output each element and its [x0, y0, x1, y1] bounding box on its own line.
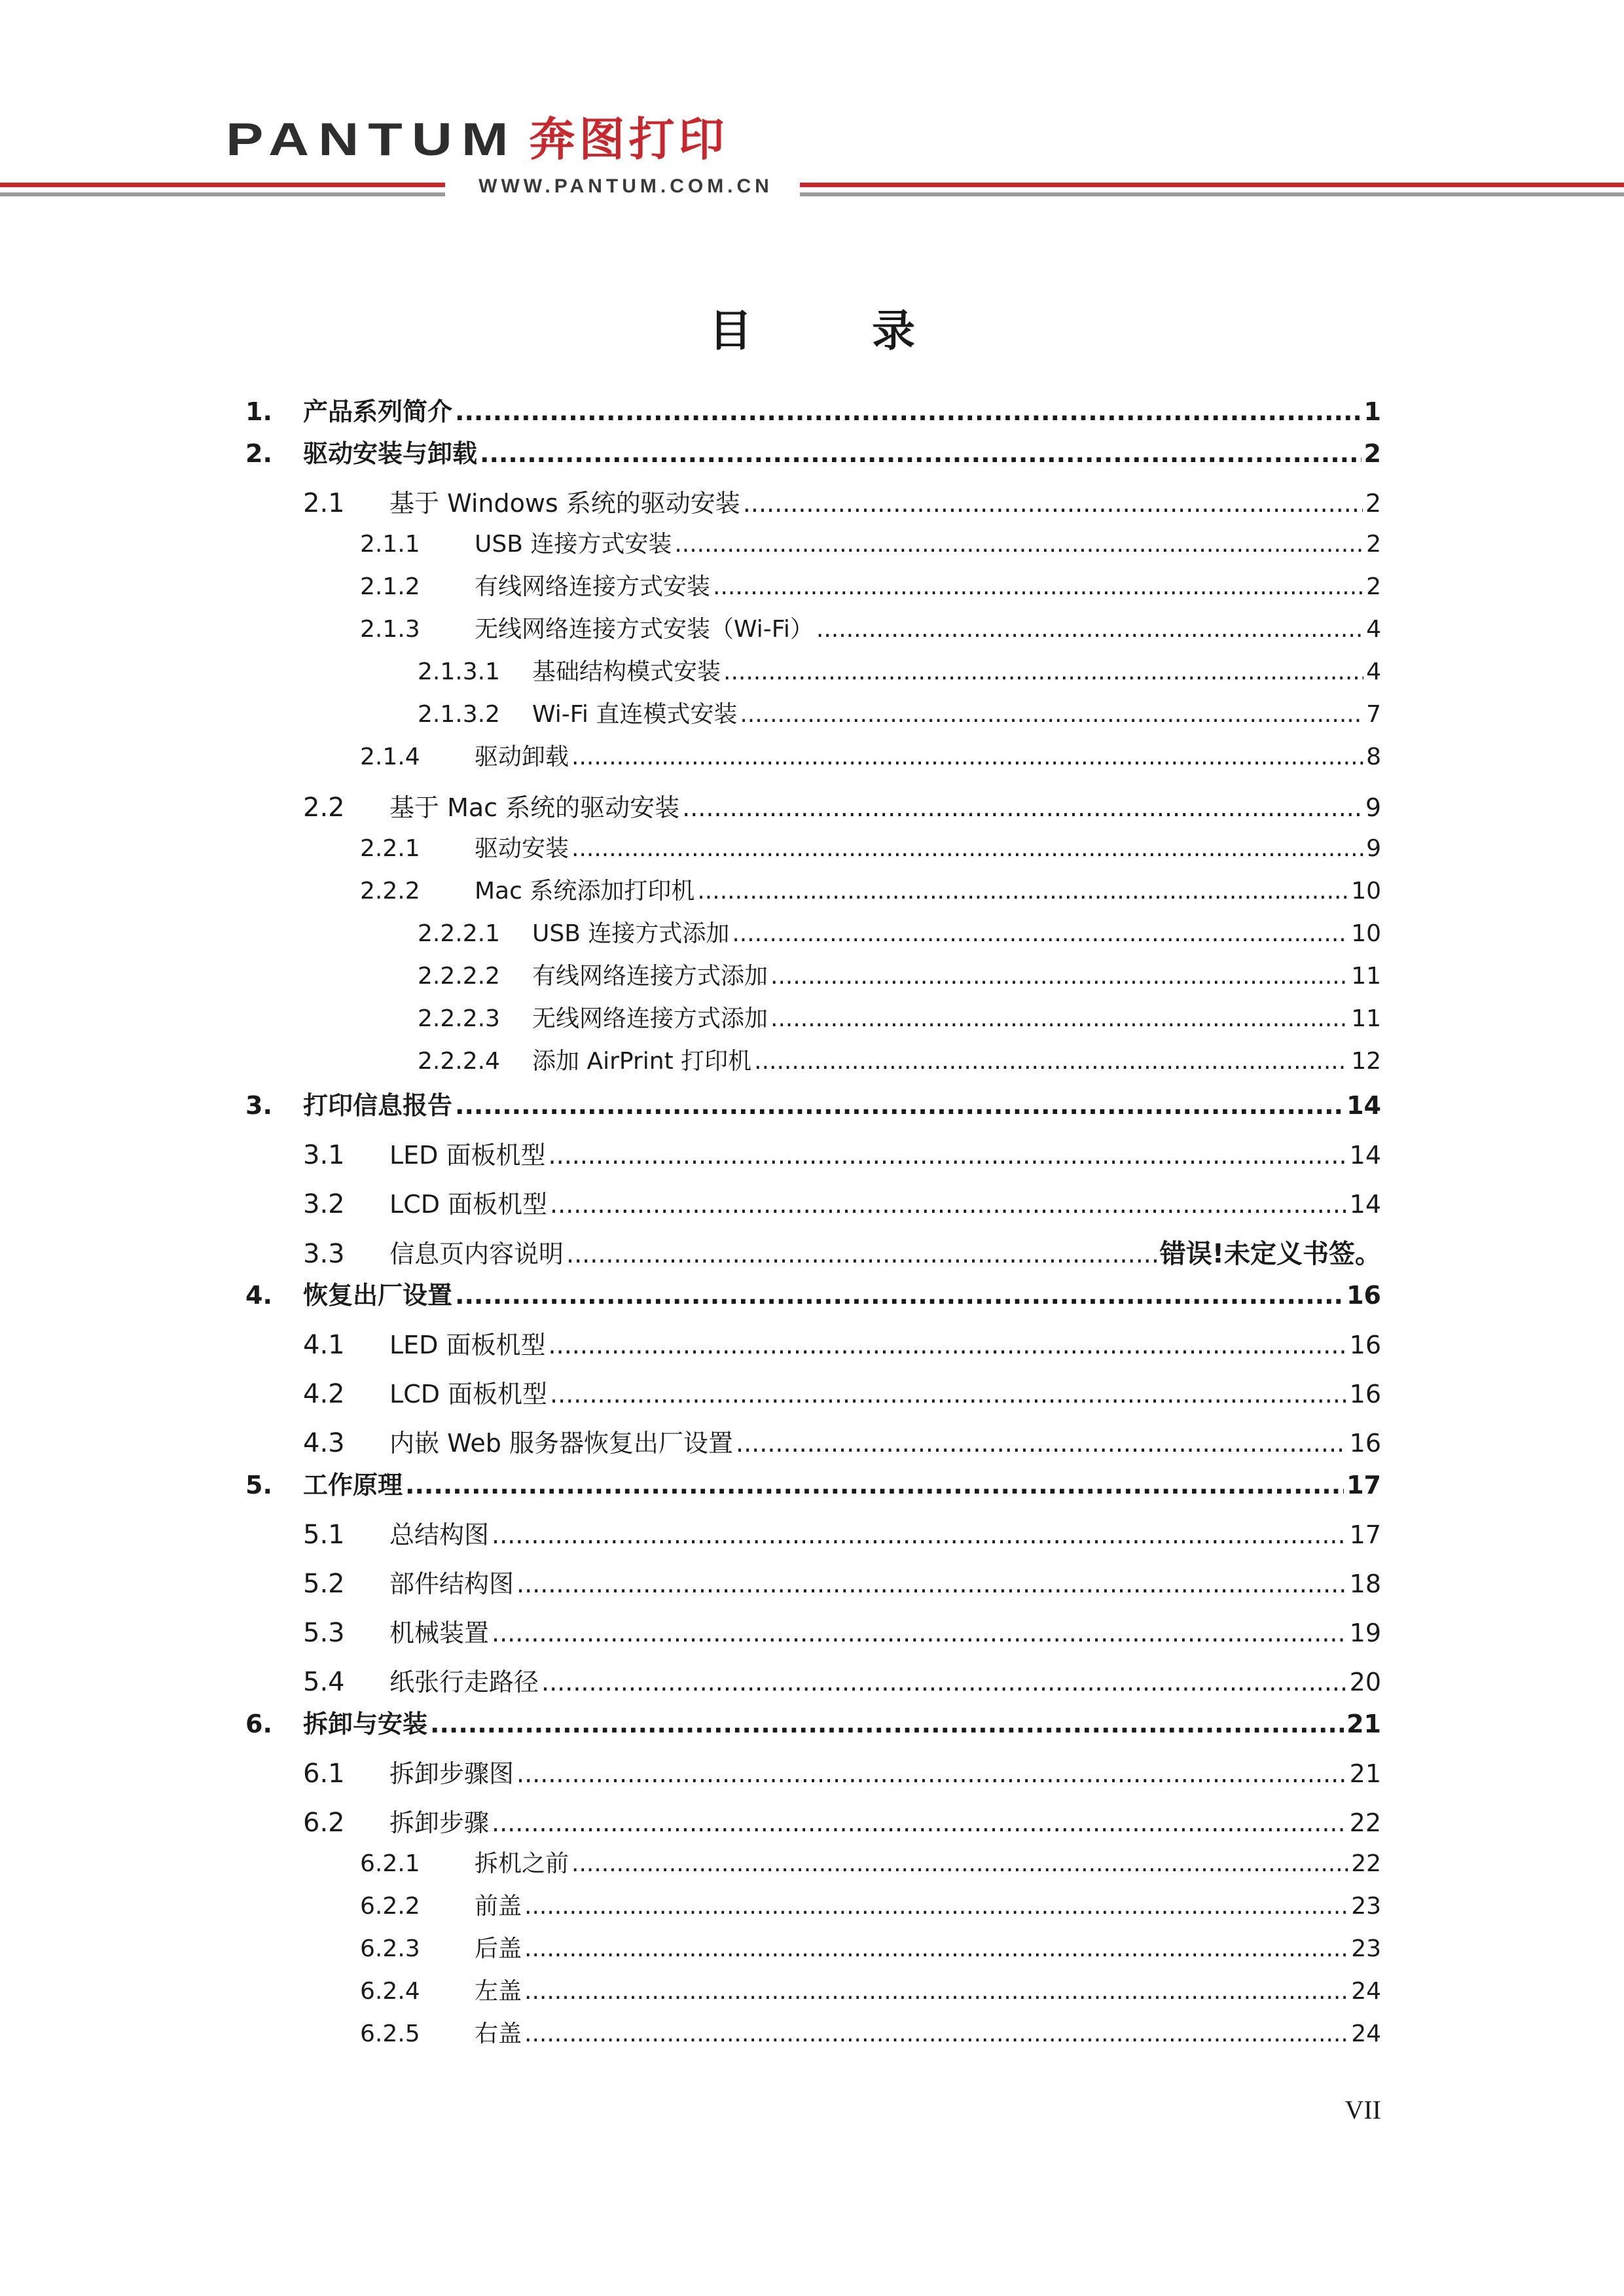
toc-entry-label: 基础结构模式安装: [532, 658, 721, 685]
header-rule-gray-left: [0, 192, 445, 196]
toc-leader-dots: [770, 1005, 1348, 1032]
toc-entry[interactable]: [303, 1564, 1381, 1603]
toc-entry-page: 22: [1349, 1808, 1381, 1837]
toc-entry-page: 8: [1366, 744, 1381, 770]
toc-entry-page: 14: [1349, 1190, 1381, 1219]
toc-entry-label: LED 面板机型: [389, 1331, 546, 1359]
header-rule-gray-right: [800, 192, 1624, 196]
toc-entry-page: 21: [1346, 1710, 1381, 1738]
toc-entry-page: 16: [1349, 1429, 1381, 1458]
toc-entry-label: 左盖: [475, 1978, 522, 2005]
toc-entry-page: 23: [1351, 1893, 1381, 1920]
toc-entry-page: 11: [1351, 1005, 1381, 1032]
toc-entry-page: 23: [1351, 1935, 1381, 1962]
toc-leader-dots: [492, 1619, 1347, 1647]
toc-entry[interactable]: [360, 568, 1381, 607]
toc-entry[interactable]: [303, 1135, 1381, 1174]
toc-entry-label: 工作原理: [303, 1471, 403, 1499]
toc-entry-label: LED 面板机型: [389, 1141, 546, 1170]
toc-entry-page: 18: [1349, 1570, 1381, 1598]
toc-entry-label: LCD 面板机型: [389, 1380, 548, 1408]
toc-entry-number: 2.1.2: [360, 573, 420, 600]
toc-entry-number: 1.: [245, 397, 272, 426]
toc-entry-label: 基于 Windows 系统的驱动安装: [389, 489, 740, 518]
toc-entry-label: 拆卸步骤: [389, 1808, 490, 1837]
toc-leader-dots: [541, 1668, 1347, 1696]
toc-leader-dots: [492, 1520, 1347, 1549]
toc-entry-number: 2.1.3.1: [418, 658, 500, 685]
toc-entry[interactable]: [360, 830, 1381, 869]
toc-entry-number: 2.2.2.4: [418, 1048, 500, 1075]
toc-entry[interactable]: [303, 1803, 1381, 1842]
toc-leader-dots: [549, 1141, 1347, 1170]
toc-entry-number: 2.2.2.3: [418, 1005, 500, 1032]
toc-entry[interactable]: [303, 1184, 1381, 1223]
toc-entry-number: 5.2: [303, 1569, 345, 1599]
toc-entry-number: 6.2: [303, 1808, 345, 1838]
toc-entry-label: 无线网络连接方式安装（Wi-Fi）: [475, 616, 814, 643]
toc-entry-number: 6.2.4: [360, 1978, 420, 2005]
toc-entry-number: 6.1: [303, 1759, 345, 1789]
toc-entry-number: 4.2: [303, 1379, 345, 1409]
toc-entry-page: 17: [1349, 1520, 1381, 1549]
toc-entry[interactable]: [303, 1613, 1381, 1652]
toc-leader-dots: [405, 1471, 1344, 1499]
website-url: WWW.PANTUM.COM.CN: [478, 175, 773, 197]
pantum-logo: [226, 111, 728, 168]
toc-entry[interactable]: [360, 2015, 1381, 2054]
toc-entry-number: 3.3: [303, 1239, 345, 1269]
toc-entry-number: 2.1.3: [360, 616, 420, 643]
toc-entry[interactable]: [418, 653, 1381, 692]
toc-entry-label: 产品系列简介: [303, 397, 453, 426]
toc-entry-page: 2: [1363, 439, 1381, 468]
toc-entry[interactable]: [360, 611, 1381, 650]
toc-entry-number: 4.1: [303, 1330, 345, 1360]
toc-entry[interactable]: [245, 1465, 1381, 1504]
toc-entry-label: 有线网络连接方式添加: [532, 963, 768, 990]
toc-leader-dots: [492, 1808, 1347, 1837]
toc-entry-page: 10: [1351, 878, 1381, 905]
toc-entry-page: 22: [1351, 1850, 1381, 1877]
toc-leader-dots: [524, 1935, 1348, 1962]
toc-entry[interactable]: [360, 1888, 1381, 1927]
header-rule-red-right: [800, 183, 1624, 187]
toc-entry-number: 5.3: [303, 1618, 345, 1648]
toc-leader-dots: [524, 2020, 1348, 2047]
toc-leader-dots: [516, 1759, 1347, 1788]
toc-entry-label: 打印信息报告: [303, 1091, 453, 1120]
toc-entry-label: Mac 系统添加打印机: [475, 878, 695, 905]
toc-entry-label: 右盖: [475, 2020, 522, 2047]
toc-leader-dots: [682, 793, 1363, 822]
toc-leader-dots: [571, 1850, 1348, 1877]
toc-entry[interactable]: [303, 1325, 1381, 1364]
toc-entry-page: 17: [1346, 1471, 1381, 1499]
toc-leader-dots: [723, 658, 1363, 685]
toc-leader-dots: [430, 1710, 1344, 1738]
toc-entry-label: 机械装置: [389, 1619, 490, 1647]
toc-entry-number: 6.2.1: [360, 1850, 420, 1877]
toc-entry[interactable]: [303, 1233, 1381, 1272]
toc-entry-page: 12: [1351, 1048, 1381, 1075]
toc-entry[interactable]: [418, 958, 1381, 997]
toc-entry[interactable]: [245, 1275, 1381, 1314]
toc-entry-label: 后盖: [475, 1935, 522, 1962]
toc-leader-dots: [455, 1091, 1344, 1120]
toc-entry[interactable]: [418, 1043, 1381, 1082]
toc-entry[interactable]: [418, 915, 1381, 954]
toc-entry-number: 6.: [245, 1710, 272, 1738]
toc-entry-number: 2.2.2: [360, 878, 420, 905]
toc-entry-page: 20: [1349, 1668, 1381, 1696]
toc-entry-number: 5.1: [303, 1520, 345, 1550]
toc-entry[interactable]: [245, 391, 1381, 431]
toc-entry[interactable]: [303, 1662, 1381, 1701]
toc-entry-page: 2: [1365, 489, 1381, 518]
toc-entry-number: 4.3: [303, 1428, 345, 1458]
toc-entry[interactable]: [303, 1515, 1381, 1554]
toc-entry-label: Wi-Fi 直连模式安装: [532, 701, 738, 728]
toc-entry-label: 有线网络连接方式安装: [475, 573, 711, 600]
toc-entry[interactable]: [360, 738, 1381, 778]
toc-entry-label: 无线网络连接方式添加: [532, 1005, 768, 1032]
logo-text: PANTUM: [226, 113, 518, 166]
toc-entry-number: 2.2: [303, 793, 345, 823]
toc-entry-label: 恢复出厂设置: [303, 1281, 453, 1310]
toc-leader-dots: [455, 397, 1362, 426]
toc-entry-page-error: 错误!未定义书签。: [1159, 1239, 1381, 1269]
toc-leader-dots: [674, 531, 1363, 558]
toc-entry-number: 2.: [245, 439, 272, 468]
header-rule-red-left: [0, 183, 445, 187]
toc-leader-dots: [732, 920, 1348, 947]
toc-entry-number: 4.: [245, 1281, 272, 1310]
toc-entry-number: 3.: [245, 1091, 272, 1120]
toc-entry-number: 2.1.3.2: [418, 701, 500, 728]
toc-entry-label: 信息页内容说明: [389, 1240, 564, 1268]
toc-entry[interactable]: [360, 1845, 1381, 1884]
toc-entry-number: 5.: [245, 1471, 272, 1499]
toc-entry-number: 2.2.1: [360, 835, 420, 862]
toc-leader-dots: [743, 489, 1363, 518]
toc-leader-dots: [754, 1048, 1348, 1075]
toc-entry[interactable]: [303, 1374, 1381, 1413]
toc-entry-page: 21: [1349, 1759, 1381, 1788]
toc-entry-number: 2.2.2.1: [418, 920, 500, 947]
toc-entry-label: 总结构图: [389, 1520, 490, 1549]
toc-entry-page: 2: [1366, 573, 1381, 600]
toc-leader-dots: [549, 1331, 1347, 1359]
toc-entry-number: 2.1: [303, 488, 345, 518]
toc-entry-page: 19: [1349, 1619, 1381, 1647]
toc-entry-label: 驱动安装: [475, 835, 569, 862]
toc-leader-dots: [524, 1978, 1348, 2005]
toc-entry-page: 1: [1363, 397, 1381, 426]
toc-entry[interactable]: [303, 1423, 1381, 1462]
toc-entry[interactable]: [303, 787, 1381, 827]
toc-leader-dots: [480, 439, 1362, 468]
toc-entry[interactable]: [360, 1930, 1381, 1969]
toc-leader-dots: [524, 1893, 1348, 1920]
toc-entry-page: 14: [1346, 1091, 1381, 1120]
toc-entry-number: 6.2.2: [360, 1893, 420, 1920]
toc-entry-page: 10: [1351, 920, 1381, 947]
toc-entry-number: 6.2.3: [360, 1935, 420, 1962]
toc-leader-dots: [571, 744, 1363, 770]
toc-leader-dots: [550, 1190, 1347, 1219]
toc-leader-dots: [566, 1240, 1157, 1268]
toc-entry[interactable]: [360, 526, 1381, 565]
toc-entry-number: 3.1: [303, 1140, 345, 1170]
toc-entry-label: 驱动安装与卸载: [303, 439, 478, 468]
toc-entry-page: 16: [1346, 1281, 1381, 1310]
toc-entry[interactable]: [303, 1753, 1381, 1793]
toc-entry-page: 16: [1349, 1331, 1381, 1359]
toc-entry[interactable]: [245, 1085, 1381, 1124]
toc-entry-label: 拆卸步骤图: [389, 1759, 514, 1788]
toc-entry-number: 2.1.4: [360, 744, 420, 770]
toc-entry[interactable]: [360, 1973, 1381, 2012]
toc-entry-page: 14: [1349, 1141, 1381, 1170]
toc-entry-page: 24: [1351, 2020, 1381, 2047]
toc-leader-dots: [736, 1429, 1347, 1458]
toc-entry-page: 7: [1366, 701, 1381, 728]
logo-chinese-text: 奔图打印: [529, 113, 729, 166]
toc-entry-number: 2.2.2.2: [418, 963, 500, 990]
toc-leader-dots: [740, 701, 1363, 728]
toc-title: 目 录: [709, 306, 967, 356]
toc-leader-dots: [697, 878, 1348, 905]
page-header: [0, 0, 1624, 209]
toc-entry-page: 4: [1366, 616, 1381, 643]
toc-entry-page: 9: [1365, 793, 1381, 822]
toc-entry-page: 9: [1366, 835, 1381, 862]
toc-leader-dots: [455, 1281, 1344, 1310]
toc-entry[interactable]: [303, 483, 1381, 522]
toc-leader-dots: [770, 963, 1348, 990]
toc-entry[interactable]: [245, 433, 1381, 473]
toc-entry-label: LCD 面板机型: [389, 1190, 548, 1219]
toc-entry[interactable]: [418, 1000, 1381, 1039]
toc-entry-label: 拆机之前: [475, 1850, 569, 1877]
toc-entry-label: 部件结构图: [389, 1570, 514, 1598]
toc-entry-page: 11: [1351, 963, 1381, 990]
toc-entry-label: USB 连接方式安装: [475, 531, 672, 558]
toc-entry-label: 添加 AirPrint 打印机: [532, 1048, 752, 1075]
toc-entry-label: 驱动卸载: [475, 744, 569, 770]
toc-entry-number: 6.2.5: [360, 2020, 420, 2047]
toc-leader-dots: [571, 835, 1363, 862]
toc-entry-page: 2: [1366, 531, 1381, 558]
toc-entry-page: 16: [1349, 1380, 1381, 1408]
toc-entry-number: 3.2: [303, 1189, 345, 1219]
toc-leader-dots: [516, 1570, 1347, 1598]
page-number: VII: [1344, 2095, 1381, 2125]
toc-entry[interactable]: [245, 1704, 1381, 1743]
toc-entry-page: 24: [1351, 1978, 1381, 2005]
toc-entry-label: 内嵌 Web 服务器恢复出厂设置: [389, 1429, 734, 1458]
toc-entry-label: 纸张行走路径: [389, 1668, 539, 1696]
toc-entry-label: 前盖: [475, 1893, 522, 1920]
toc-entry-label: 拆卸与安装: [303, 1710, 428, 1738]
toc-entry-label: USB 连接方式添加: [532, 920, 730, 947]
toc-entry-number: 5.4: [303, 1667, 345, 1697]
toc-entry-page: 4: [1366, 658, 1381, 685]
toc-leader-dots: [816, 616, 1363, 643]
toc-entry-number: 2.1.1: [360, 531, 420, 558]
toc-leader-dots: [713, 573, 1363, 600]
toc-leader-dots: [550, 1380, 1347, 1408]
toc-entry-label: 基于 Mac 系统的驱动安装: [389, 793, 680, 822]
toc-entry[interactable]: [418, 696, 1381, 735]
toc-entry[interactable]: [360, 872, 1381, 912]
